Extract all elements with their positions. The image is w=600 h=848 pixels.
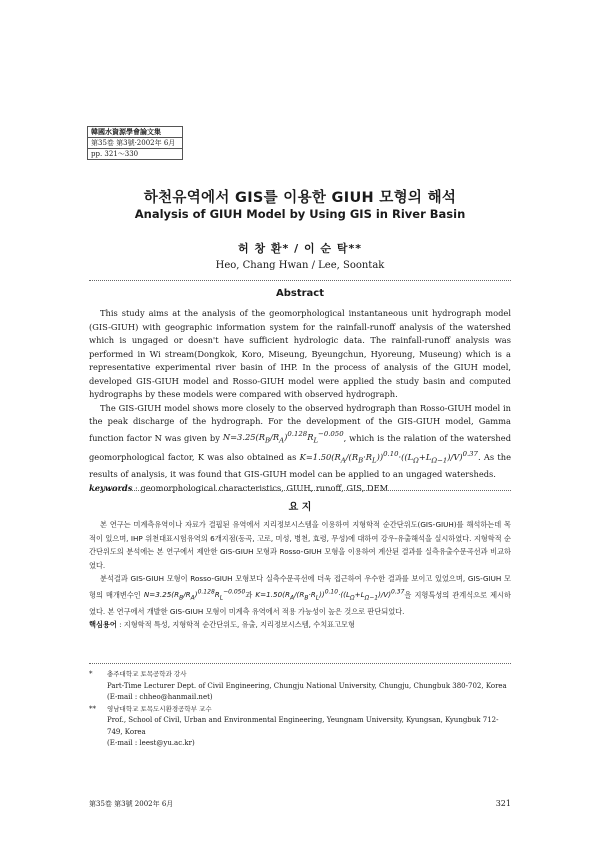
footnote-2-en: Prof., School of Civil, Urban and Environmental Engineering, Yeungnam University, Kyungsan, Kyungbuk 712-749, Korea xyxy=(107,716,499,736)
abstract-p2-text-b: , which is the ralation of the watershed geomorphological factor, K was also obtained as xyxy=(89,432,512,463)
summary-heading: 요 지 xyxy=(288,502,312,513)
abstract-paragraph-1: This study aims at the analysis of the geomorphological instantaneous unit hydrograph model (GIS-GIUH) with geographic information system for the rainfall-runoff analysis of the watershed which is ungaged or doesn't have sufficient hydrologic data. The rainfall-runoff analysis was performed in Wi stream(Dongkok, Koro, Miseung, Byeungchun, Hyoreung, Museung) which is a representative experimental river basin of IHP. In the process of analysis of the GIUH model, developed GIS-GIUH model and Rosso-GIUH model were applied the study basin and computed hydrographs by these models were compared with observed hydrograph. xyxy=(89,308,511,399)
summary-p2-text-b: 과 xyxy=(245,589,253,599)
footer-journal-issue: 第35卷 第3號 2002年 6月 xyxy=(89,800,174,808)
footnote-1-ko: 충주대학교 토목공학과 강사 xyxy=(107,670,187,678)
summary-formula-k: $K=1.50(R_A/(R_B\cdot R_L))^{0.10}\cdot((L_\Omega+L_{\Omega-1})/V)^{0.37}$ xyxy=(255,588,405,602)
title-korean: 하천유역에서 GIS를 이용한 GIUH 모형의 해석 xyxy=(143,190,457,206)
journal-volume-issue: 第35卷 第3號·2002年 6月 xyxy=(88,137,182,148)
abstract-paragraph-2 xyxy=(89,402,511,482)
summary-p2-text-a: 분석결과 GIS-GIUH 모형이 Rosso-GIUH 모형보다 실측수문곡선에 더욱 접근하여 우수한 결과를 보이고 있었으며, GIS-GIUH 모형의 매개변수인 xyxy=(89,574,511,599)
summary-p2-text-c: 을 지형특성의 관계식으로 제시하였다. 본 연구에서 개발한 GIS-GIUH 모형이 미계측 유역에서 적용 가능성이 높은 것으로 판단되었다. xyxy=(89,589,511,616)
footnote-2-ko: 영남대학교 토목도시환경공학부 교수 xyxy=(107,704,212,713)
summary-keywords-label: 핵심용어 xyxy=(89,620,117,630)
summary-paragraph-1: 본 연구는 미계측유역이나 자료가 결핍된 유역에서 지리정보시스템을 이용하여 지형학적 순간단위도(GIS-GIUH)를 해석하는데 목적이 있으며, IHP 위천대표시험유역의 6개지점(동곡, 고로, 미성, 병천, 효령, 무성)에 대하여 강우-유출해석을 실시하였다. 지형학적 순간단위도의 분석에는 본 연구에서 제안한 GIS-GIUH 모형과 Rosso-GIUH 모형을 이용하여 계산된 결과를 실측유출수문곡선과 비교하였다. xyxy=(89,520,511,570)
footnote-2-email: (E-mail : leest@yu.ac.kr) xyxy=(107,739,195,747)
keywords-list: : geomorphological characteristics, GIUH, runoff, GIS, DEM xyxy=(132,482,389,493)
summary-body xyxy=(89,518,511,632)
abstract-heading: Abstract xyxy=(275,288,325,299)
title-english: Analysis of GIUH Model by Using GIS in River Basin xyxy=(134,207,466,221)
keywords-label: keywords xyxy=(89,482,133,493)
page-number: 321 xyxy=(495,799,511,808)
abstract-p2-text-a: The GIS-GIUH model shows more closely to the observed hydrograph than Rosso-GIUH model in the peak discharge of the hydrograph. For the development of the GIS-GIUH model, Gamma function factor N was given by xyxy=(89,402,511,443)
summary-paragraph-2 xyxy=(89,572,511,618)
footnote-1-en: Part-Time Lecturer Dept. of Civil Engineering, Chungju National University, Chungju, Chungbuk 380-702, Korea xyxy=(107,681,507,690)
journal-pages: pp. 321～330 xyxy=(88,148,182,159)
abstract-body xyxy=(89,307,511,495)
footnote-2 xyxy=(89,704,511,750)
divider-bottom xyxy=(89,663,511,664)
footnotes xyxy=(89,669,511,750)
footnote-2-mark: ** xyxy=(89,704,96,713)
footnote-1-mark: * xyxy=(89,670,93,678)
authors-english: Heo, Chang Hwan / Lee, Soontak xyxy=(215,260,385,271)
footnote-1-email: (E-mail : chheo@hanmail.net) xyxy=(107,693,213,701)
abstract-keywords xyxy=(89,482,511,496)
formula-n: $N=3.25(R_B/R_A)^{0.128}R_L^{-0.050}$ xyxy=(222,430,344,445)
divider-middle xyxy=(89,490,511,491)
abstract-p2-text-c: . As the results of analysis, it was found that GIS-GIUH model can be applied to an ungaged watersheds. xyxy=(89,452,512,480)
authors-korean: 허 창 환* / 이 순 탁** xyxy=(237,242,362,255)
summary-keywords xyxy=(89,618,511,632)
footnote-1 xyxy=(89,669,511,704)
journal-info-box xyxy=(87,126,183,160)
formula-k: $K=1.50(R_A/(R_B\cdot R_L))^{0.10}\cdot((L_\Omega+L_{\Omega-1})/V)^{0.37}$ xyxy=(299,450,478,465)
summary-formula-n: $N=3.25(R_B/R_A)^{0.128}R_L^{-0.050}$ xyxy=(143,588,246,602)
divider-top xyxy=(89,280,511,281)
summary-keywords-list: : 지형학적 특성, 지형학적 순간단위도, 유출, 지리정보시스템, 수치표고모형 xyxy=(116,620,355,630)
journal-name: 韓國水資源學會論文集 xyxy=(91,127,161,136)
